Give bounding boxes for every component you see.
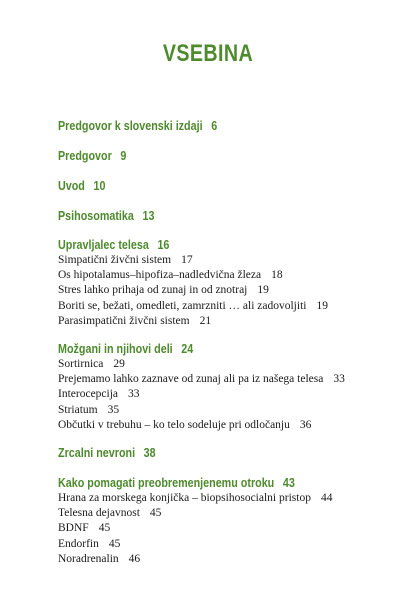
toc-item[interactable]: Striatum 35 bbox=[58, 403, 120, 416]
toc-item[interactable]: BDNF 45 bbox=[58, 522, 111, 535]
page-number: 43 bbox=[282, 476, 295, 491]
page-number: 33 bbox=[333, 373, 345, 386]
page-number: 45 bbox=[108, 537, 121, 550]
toc-heading[interactable]: Psihosomatika 13 bbox=[58, 209, 155, 223]
toc-section bbox=[58, 475, 378, 567]
toc-item[interactable]: Hrana za morskega konjička – biopsihosocialni pristop 44 bbox=[58, 492, 333, 505]
page-number: 21 bbox=[199, 314, 212, 327]
toc-heading[interactable]: Predgovor 9 bbox=[58, 149, 127, 163]
page-number: 35 bbox=[107, 403, 120, 416]
toc-section bbox=[58, 445, 378, 461]
page-title: VSEBINA bbox=[162, 40, 254, 67]
toc-heading[interactable]: Zrcalni nevroni 38 bbox=[58, 446, 156, 461]
page-number: 36 bbox=[299, 418, 312, 431]
toc-section bbox=[58, 237, 378, 329]
toc-item[interactable]: Noradrenalin 46 bbox=[58, 552, 141, 565]
toc-item[interactable]: Interocepcija 33 bbox=[58, 388, 140, 401]
page-number: 17 bbox=[181, 254, 193, 266]
page-number: 6 bbox=[211, 119, 218, 133]
toc-item[interactable]: Sortirnica 29 bbox=[58, 358, 125, 371]
toc-heading[interactable]: Kako pomagati preobremenjenemu otroku 43 bbox=[58, 476, 295, 491]
page-number: 18 bbox=[271, 269, 283, 282]
toc-item[interactable]: Parasimpatični živčni sistem 21 bbox=[58, 314, 212, 327]
toc-item[interactable]: Boriti se, bežati, omedleti, zamrzniti … ali zadovoljiti 19 bbox=[58, 299, 328, 312]
toc-item[interactable]: Simpatični živčni sistem 17 bbox=[58, 254, 193, 266]
page-number: 19 bbox=[257, 284, 269, 297]
page-number: 24 bbox=[181, 342, 194, 357]
page-number: 29 bbox=[113, 358, 125, 371]
page-number: 45 bbox=[149, 507, 162, 520]
table-of-contents bbox=[58, 118, 378, 567]
page-number: 19 bbox=[316, 299, 328, 312]
toc-heading[interactable]: Predgovor k slovenski izdaji 6 bbox=[58, 119, 218, 133]
page-number: 45 bbox=[98, 522, 111, 535]
toc-item[interactable]: Os hipotalamus–hipofiza–nadledvična žleza 18 bbox=[58, 269, 283, 282]
toc-item[interactable]: Stres lahko prihaja od zunaj in od znotraj 19 bbox=[58, 284, 269, 297]
toc-item[interactable]: Telesna dejavnost 45 bbox=[58, 507, 162, 520]
toc-section bbox=[58, 178, 378, 194]
page-number: 33 bbox=[128, 388, 140, 401]
page-number: 46 bbox=[128, 552, 141, 565]
page-number: 16 bbox=[157, 238, 170, 252]
toc-section bbox=[58, 118, 378, 134]
toc-heading[interactable]: Uvod 10 bbox=[58, 179, 106, 193]
toc-section bbox=[58, 341, 378, 433]
toc-heading[interactable]: Upravljalec telesa 16 bbox=[58, 238, 170, 252]
toc-section bbox=[58, 208, 378, 224]
toc-item[interactable]: Endorfin 45 bbox=[58, 537, 121, 550]
toc-section bbox=[58, 148, 378, 164]
page-number: 10 bbox=[93, 179, 106, 193]
page-number: 44 bbox=[320, 492, 333, 505]
page-number: 38 bbox=[143, 446, 156, 461]
toc-item[interactable]: Prejemamo lahko zaznave od zunaj ali pa iz našega telesa 33 bbox=[58, 373, 345, 386]
page-number: 9 bbox=[120, 149, 127, 163]
toc-item[interactable]: Občutki v trebuhu – ko telo sodeluje pri odločanju 36 bbox=[58, 418, 312, 431]
page-number: 13 bbox=[142, 209, 155, 223]
toc-heading[interactable]: Možgani in njihovi deli 24 bbox=[58, 342, 194, 357]
